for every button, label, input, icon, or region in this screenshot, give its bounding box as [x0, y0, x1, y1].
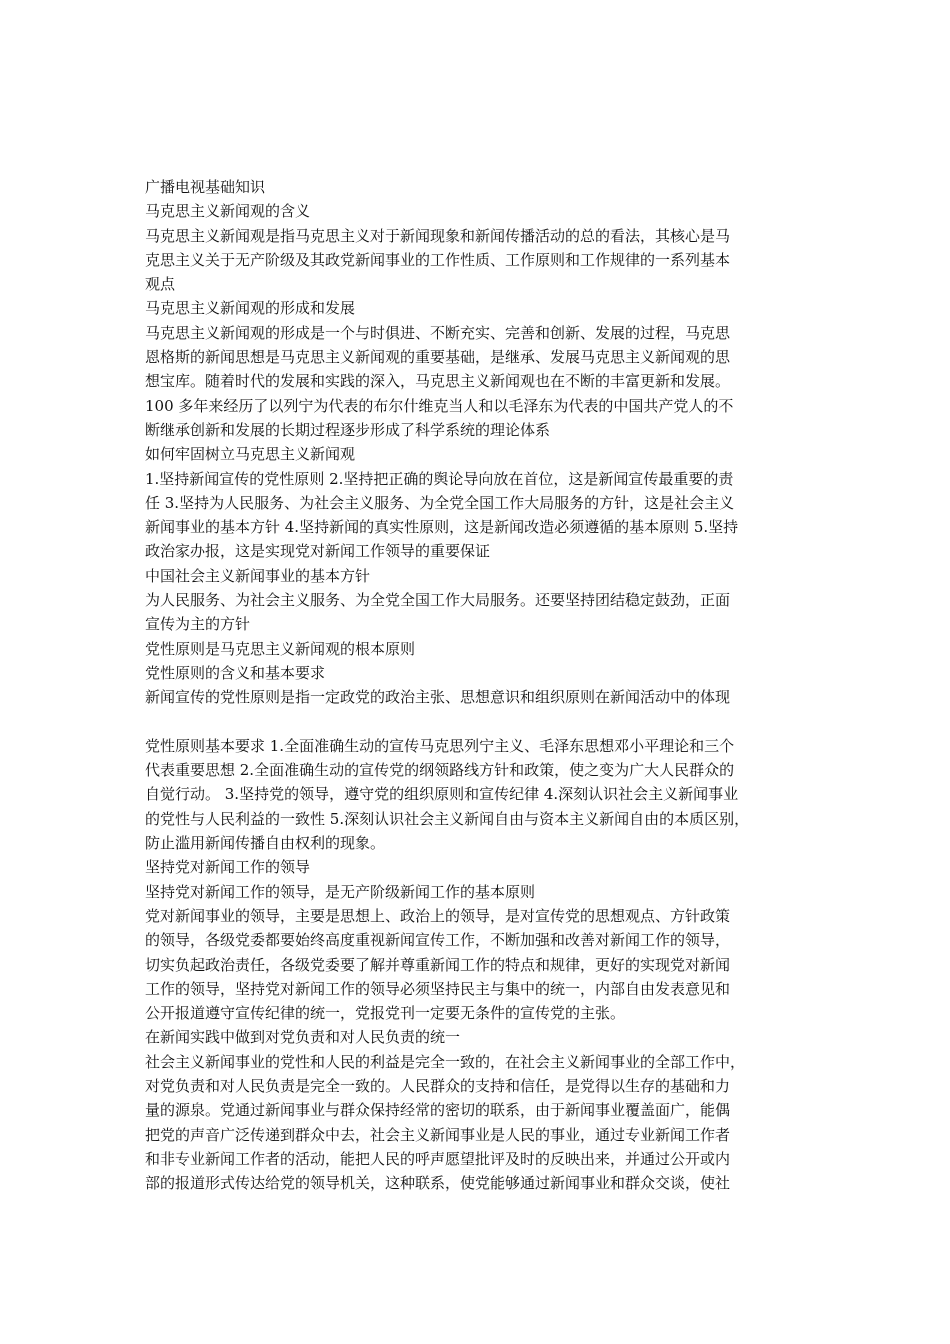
paragraph-line: 的领导，各级党委都要始终高度重视新闻宣传工作，不断加强和改善对新闻工作的领导， [145, 931, 731, 950]
paragraph-line: 的党性与人民利益的一致性 5.深刻认识社会主义新闻自由与资本主义新闻自由的本质区别， [145, 809, 750, 828]
paragraph-line: 恩格斯的新闻思想是马克思主义新闻观的重要基础，是继承、发展马克思主义新闻观的思 [145, 348, 731, 367]
section-heading: 马克思主义新闻观的含义 [145, 202, 311, 221]
paragraph-line: 对党负责和对人民负责是完全一致的。人民群众的支持和信任，是党得以生存的基础和力 [145, 1076, 731, 1095]
paragraph-line: 自觉行动。 3.坚持党的领导，遵守党的组织原则和宣传纪律 4.深刻认识社会主义新闻事业 [145, 785, 739, 804]
paragraph-line: 工作的领导，坚持党对新闻工作的领导必须坚持民主与集中的统一，内部自由发表意见和 [145, 979, 731, 998]
paragraph-line: 断继承创新和发展的长期过程逐步形成了科学系统的理论体系 [145, 420, 551, 439]
paragraph-line: 任 3.坚持为人民服务、为社会主义服务、为全党全国工作大局服务的方针，这是社会主义 [145, 493, 735, 512]
paragraph-line: 新闻宣传的党性原则是指一定政党的政治主张、思想意识和组织原则在新闻活动中的体现 [145, 688, 731, 707]
paragraph-line: 社会主义新闻事业的党性和人民的利益是完全一致的，在社会主义新闻事业的全部工作中， [145, 1052, 746, 1071]
section-heading: 党性原则是马克思主义新闻观的根本原则 [145, 639, 416, 658]
paragraph-line: 党对新闻事业的领导，主要是思想上、政治上的领导，是对宣传党的思想观点、方针政策 [145, 906, 731, 925]
paragraph-line: 马克思主义新闻观是指马克思主义对于新闻现象和新闻传播活动的总的看法，其核心是马 [145, 226, 731, 245]
section-heading: 坚持党对新闻工作的领导 [145, 858, 311, 877]
section-heading: 马克思主义新闻观的形成和发展 [145, 299, 356, 318]
section-heading: 如何牢固树立马克思主义新闻观 [145, 445, 356, 464]
paragraph-line: 切实负起政治责任，各级党委要了解并尊重新闻工作的特点和规律，更好的实现党对新闻 [145, 955, 731, 974]
paragraph-line: 为人民服务、为社会主义服务、为全党全国工作大局服务。还要坚持团结稳定鼓劲，正面 [145, 591, 731, 610]
paragraph-line: 量的源泉。党通过新闻事业与群众保持经常的密切的联系，由于新闻事业覆盖面广，能偶 [145, 1101, 731, 1120]
paragraph-line: 公开报道遵守宣传纪律的统一，党报党刊一定要无条件的宣传党的主张。 [145, 1004, 626, 1023]
section-heading: 中国社会主义新闻事业的基本方针 [145, 566, 371, 585]
paragraph-line: 100 多年来经历了以列宁为代表的布尔什维克当人和以毛泽东为代表的中国共产党人的不 [145, 396, 734, 415]
paragraph-line: 新闻事业的基本方针 4.坚持新闻的真实性原则，这是新闻改造必须遵循的基本原则 5.坚持 [145, 518, 739, 537]
paragraph-line: 代表重要思想 2.全面准确生动的宣传党的纲领路线方针和政策，使之变为广大人民群众的 [145, 761, 735, 780]
document-body [145, 175, 810, 1195]
paragraph-line: 防止滥用新闻传播自由权利的现象。 [145, 834, 386, 853]
document-title: 广播电视基础知识 [145, 178, 266, 196]
paragraph-line: 部的报道形式传达给党的领导机关，这种联系，使党能够通过新闻事业和群众交谈，使社 [145, 1174, 731, 1193]
paragraph-line: 1.坚持新闻宣传的党性原则 2.坚持把正确的舆论导向放在首位，这是新闻宣传最重要的责 [145, 469, 734, 488]
section-heading: 在新闻实践中做到对党负责和对人民负责的统一 [145, 1028, 461, 1047]
paragraph-line: 把党的声音广泛传递到群众中去，社会主义新闻事业是人民的事业，通过专业新闻工作者 [145, 1125, 731, 1144]
paragraph-line: 观点 [145, 275, 176, 294]
paragraph-line: 党性原则基本要求 1.全面准确生动的宣传马克思列宁主义、毛泽东思想邓小平理论和三个 [145, 736, 735, 755]
section-heading: 党性原则的含义和基本要求 [145, 663, 326, 682]
paragraph-line: 想宝库。随着时代的发展和实践的深入，马克思主义新闻观也在不断的丰富更新和发展。 [145, 372, 731, 391]
blank-line [145, 710, 810, 734]
paragraph-line: 克思主义关于无产阶级及其政党新闻事业的工作性质、工作原则和工作规律的一系列基本 [145, 250, 731, 269]
paragraph-line: 和非专业新闻工作者的活动，能把人民的呼声愿望批评及时的反映出来，并通过公开或内 [145, 1149, 731, 1168]
paragraph-line: 马克思主义新闻观的形成是一个与时俱进、不断充实、完善和创新、发展的过程，马克思 [145, 323, 731, 342]
section-heading: 坚持党对新闻工作的领导，是无产阶级新闻工作的基本原则 [145, 882, 536, 901]
paragraph-line: 宣传为主的方针 [145, 615, 251, 634]
paragraph-line: 政治家办报，这是实现党对新闻工作领导的重要保证 [145, 542, 491, 561]
